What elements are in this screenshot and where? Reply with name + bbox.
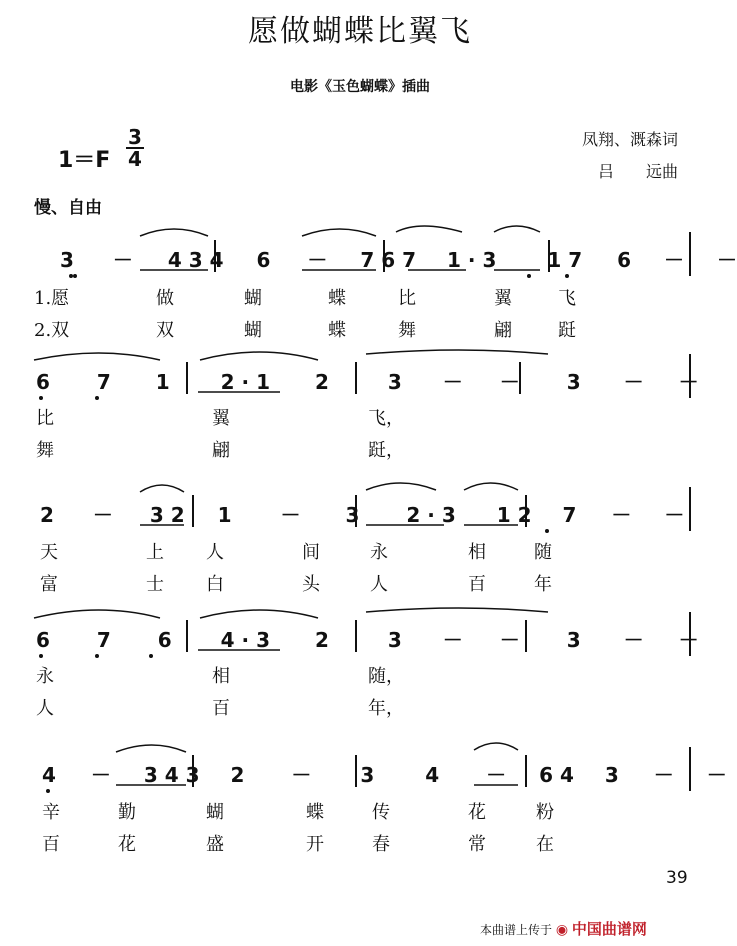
lyric: 永 [36,666,54,687]
note: － [499,370,520,394]
lyric: 人 [370,574,388,595]
note: 3 [566,370,581,394]
note: － [92,503,113,527]
lyric: 勤 [118,802,136,823]
note: 7 [96,628,111,652]
note: － [706,763,727,787]
note: 6 [36,370,50,394]
lyric: 人 [36,698,54,719]
note: 2 [40,503,54,527]
lyric: 在 [536,834,554,855]
note: － [291,763,312,787]
lyric: 翩 [212,440,230,461]
lyric: 花 [468,802,486,823]
note-group: 3 4 3 [143,763,200,787]
upload-footer [480,918,647,939]
note: － [442,628,463,652]
note: 6 [36,628,50,652]
note-group: 1 · 3 [447,248,497,272]
note: － [716,248,737,272]
tempo-marking: 慢、自由 [34,198,102,218]
footer-site: 中国曲谱网 [571,920,647,938]
note: 4 [425,763,440,787]
site-logo-icon: ◉ [555,922,569,938]
system-4-notes [36,624,699,653]
lyric: 双 [156,320,174,341]
note: － [307,248,328,272]
system-2-notes [36,366,699,395]
key-signature: 1＝F [58,148,111,173]
lyric: 永 [370,542,388,563]
lyric: 翩 [494,320,512,341]
lyric: 年， [368,698,404,719]
note: 2 [315,370,329,394]
lyric: 比 [398,288,416,309]
note: － [112,248,133,272]
time-signature-bottom: 4 [128,147,142,171]
lyric: 百 [42,834,60,855]
note: － [499,628,520,652]
lyric: 跹， [368,440,404,461]
lyric: 舞 [398,320,416,341]
lyric: 蝶 [328,288,346,309]
lyric: 跹 [558,320,576,341]
song-title: 愿做蝴蝶比翼飞 [248,14,472,49]
note: 1 [155,370,170,394]
system-2-lyrics-verse-2 [36,436,436,462]
system-4-lyrics-verse-1 [36,662,436,688]
lyric: 头 [302,574,320,595]
system-3-lyrics-verse-2 [40,570,600,596]
lyric: 蝶 [328,320,346,341]
note: － [678,370,699,394]
system-1-notes [60,244,737,273]
note: 3 [345,503,360,527]
system-1-lyrics-verse-2 [34,316,594,342]
lyric: 传 [372,802,390,823]
note-group: 1 2 [496,503,532,527]
lyric: 开 [306,834,324,855]
lyric: 辛 [42,802,60,823]
note: 2 [315,628,329,652]
system-5-lyrics-verse-2 [42,830,602,856]
lyric: 蝴 [244,320,262,341]
note: － [90,763,111,787]
system-2-lyrics-verse-1 [36,404,436,430]
lyric: 相 [468,542,486,563]
note: 7 [96,370,111,394]
note: － [653,763,674,787]
lyricist-credit: 凤翔、溉森词 [581,130,678,149]
lyric: 随， [368,666,404,687]
note-group: 4 · 3 [220,628,271,652]
lyric: 天 [40,542,58,563]
lyric: 常 [468,834,486,855]
note-group: 3 2 [149,503,185,527]
lyric: 春 [372,834,390,855]
lyric: 百 [212,698,230,719]
note: － [611,503,632,527]
note: － [664,503,685,527]
note: － [442,370,463,394]
note: － [664,248,685,272]
lyric: 粉 [536,802,554,823]
lyric: 舞 [36,440,54,461]
note: 6 [256,248,271,272]
note: 3 [387,370,402,394]
song-subtitle: 电影《玉色蝴蝶》插曲 [290,79,430,95]
note: 3 [60,248,74,272]
lyric: 飞， [368,408,404,429]
note: 6 [157,628,172,652]
note-group: 2 · 1 [220,370,271,394]
lyric: 蝴 [206,802,224,823]
note-group: 7 6 7 [360,248,417,272]
lyric: 间 [302,542,320,563]
lyric: 白 [206,574,224,595]
system-1-lyrics-verse-1 [34,284,594,310]
time-signature-top: 3 [126,127,144,149]
composer-credit: 吕 远曲 [597,162,678,181]
note: 7 [562,503,577,527]
lyric: 做 [156,288,174,309]
note: 4 [42,763,56,787]
note: 3 [604,763,619,787]
note: 2 [230,763,245,787]
lyric: 蝶 [306,802,324,823]
lyric: 随 [534,542,552,563]
lyric: 翼 [494,288,512,309]
note: 6 [617,248,632,272]
lyric: 百 [468,574,486,595]
system-3-lyrics-verse-1 [40,538,600,564]
lyric: 年 [534,574,552,595]
lyric: 花 [118,834,136,855]
note-group: 4 3 4 [167,248,224,272]
note: － [280,503,301,527]
lyric: 士 [146,574,164,595]
note: － [623,370,644,394]
note: 3 [387,628,402,652]
note: 3 [566,628,581,652]
lyric: 盛 [206,834,224,855]
system-4-lyrics-verse-2 [36,694,436,720]
system-3-notes [40,499,684,528]
lyric: 富 [40,574,58,595]
note: 1 [217,503,232,527]
note-group: 6 4 [539,763,574,787]
lyric: 蝴 [244,288,262,309]
system-5-notes [42,759,727,788]
lyric: 1.愿 [34,288,70,309]
note-group: 2 · 3 [406,503,456,527]
note: － [678,628,699,652]
note: 3 [360,763,375,787]
system-5-lyrics-verse-1 [42,798,602,824]
lyric: 人 [206,542,224,563]
lyric: 比 [36,408,54,429]
page-number: 39 [666,868,688,888]
note-group: 1 7 [547,248,583,272]
lyric: 上 [146,542,164,563]
lyric: 2.双 [34,320,70,341]
note: － [623,628,644,652]
lyric: 相 [212,666,230,687]
note: － [486,763,507,787]
lyric: 飞 [558,288,576,309]
footer-prefix: 本曲谱上传于 [480,923,553,937]
lyric: 翼 [212,408,230,429]
